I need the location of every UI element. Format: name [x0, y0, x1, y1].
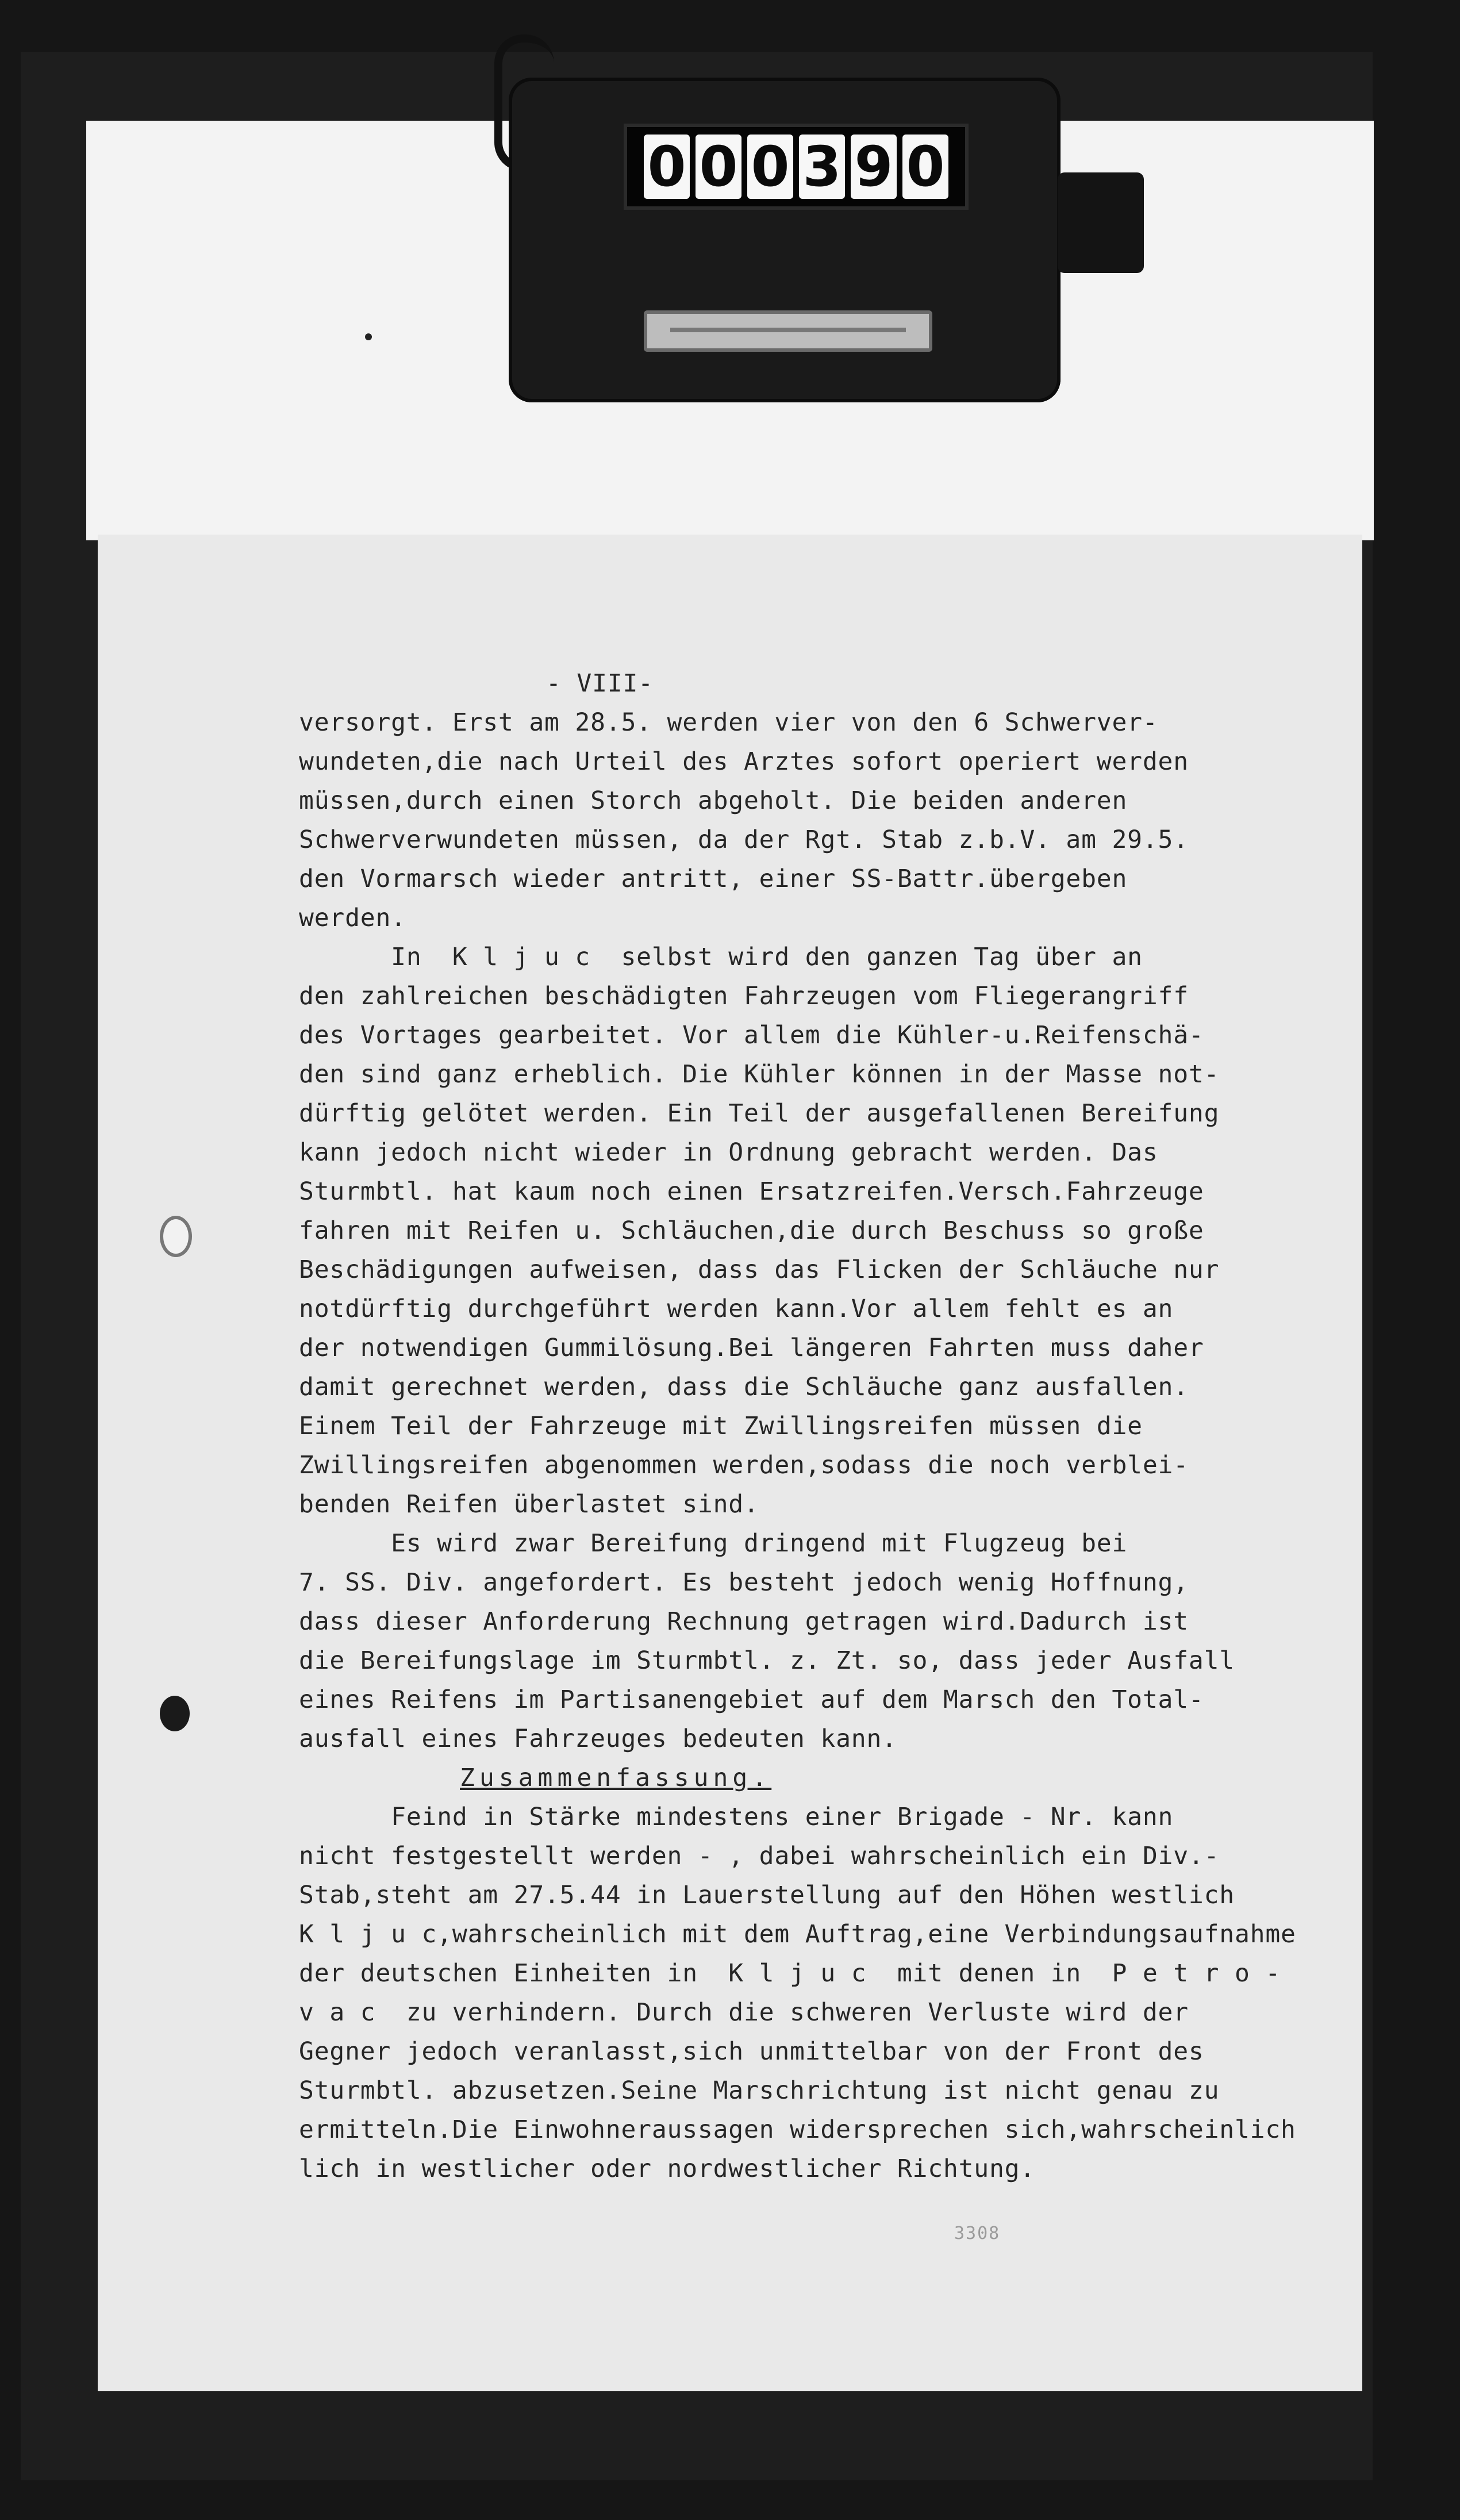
- text-line: dürftig gelötet werden. Ein Teil der ausgefallenen Bereifung: [299, 1099, 1220, 1128]
- document-body: [299, 664, 1357, 2188]
- text-line: müssen,durch einen Storch abgeholt. Die beiden anderen: [299, 786, 1128, 815]
- body-paragraphs: [299, 703, 1357, 1758]
- counter-digit: 9: [851, 135, 897, 199]
- text-line: K l j u c,wahrscheinlich mit dem Auftrag,eine Verbindungsaufnahme: [299, 1920, 1296, 1949]
- mark-dot: [365, 333, 372, 340]
- page-number: - VIII-: [546, 669, 654, 698]
- counter-digit: 0: [644, 135, 690, 199]
- section-heading: Zusammenfassung.: [460, 1764, 772, 1792]
- counter-label-plate: [644, 310, 932, 352]
- text-line: die Bereifungslage im Sturmbtl. z. Zt. so, dass jeder Ausfall: [299, 1646, 1235, 1675]
- text-line: benden Reifen überlastet sind.: [299, 1490, 759, 1519]
- summary-paragraphs: [299, 1797, 1357, 2188]
- text-line: damit gerechnet werden, dass die Schläuche ganz ausfallen.: [299, 1373, 1189, 1401]
- text-line: Beschädigungen aufweisen, dass das Flicken der Schläuche nur: [299, 1255, 1220, 1284]
- text-line: Stab,steht am 27.5.44 in Lauerstellung auf den Höhen westlich: [299, 1881, 1235, 1910]
- text-line: 7. SS. Div. angefordert. Es besteht jedoch wenig Hoffnung,: [299, 1568, 1189, 1597]
- text-line: den zahlreichen beschädigten Fahrzeugen vom Fliegerangriff: [299, 982, 1189, 1011]
- text-line: v a c zu verhindern. Durch die schweren Verluste wird der: [299, 1998, 1189, 2027]
- counter-digit: 0: [902, 135, 948, 199]
- text-line: fahren mit Reifen u. Schläuchen,die durch Beschuss so große: [299, 1216, 1204, 1245]
- punch-hole-icon: [160, 1216, 192, 1257]
- faded-stamp: 3308: [954, 2223, 1001, 2244]
- text-line: Sturmbtl. hat kaum noch einen Ersatzreifen.Versch.Fahrzeuge: [299, 1177, 1204, 1206]
- text-line: lich in westlicher oder nordwestlicher Richtung.: [299, 2154, 1036, 2183]
- text-line: Sturmbtl. abzusetzen.Seine Marschrichtung ist nicht genau zu: [299, 2076, 1220, 2105]
- text-line: wundeten,die nach Urteil des Arztes sofort operiert werden: [299, 747, 1189, 776]
- text-line: Zwillingsreifen abgenommen werden,sodass die noch verblei-: [299, 1451, 1189, 1480]
- punch-hole-icon: [160, 1696, 190, 1731]
- text-line: nicht festgestellt werden - , dabei wahrscheinlich ein Div.-: [299, 1842, 1220, 1870]
- text-line: den Vormarsch wieder antritt, einer SS-Battr.übergeben: [299, 865, 1128, 893]
- text-line: dass dieser Anforderung Rechnung getragen wird.Dadurch ist: [299, 1607, 1189, 1636]
- counter-knob: [1058, 172, 1144, 273]
- text-line: Schwerverwundeten müssen, da der Rgt. Stab z.b.V. am 29.5.: [299, 825, 1189, 854]
- counter-digit: 0: [696, 135, 741, 199]
- text-line: Gegner jedoch veranlasst,sich unmittelbar von der Front des: [299, 2037, 1204, 2066]
- text-line: kann jedoch nicht wieder in Ordnung gebracht werden. Das: [299, 1138, 1158, 1167]
- text-line: der notwendigen Gummilösung.Bei längeren Fahrten muss daher: [299, 1334, 1204, 1362]
- counter-window: [624, 124, 969, 210]
- text-line: versorgt. Erst am 28.5. werden vier von den 6 Schwerver-: [299, 708, 1158, 737]
- text-line: der deutschen Einheiten in K l j u c mit denen in P e t r o -: [299, 1959, 1281, 1988]
- text-line: notdürftig durchgeführt werden kann.Vor allem fehlt es an: [299, 1294, 1174, 1323]
- text-line: eines Reifens im Partisanengebiet auf dem Marsch den Total-: [299, 1685, 1204, 1714]
- text-line: den sind ganz erheblich. Die Kühler können in der Masse not-: [299, 1060, 1220, 1089]
- text-line: Es wird zwar Bereifung dringend mit Flugzeug bei: [299, 1529, 1128, 1558]
- text-line: werden.: [299, 904, 406, 932]
- text-line: des Vortages gearbeitet. Vor allem die Kühler-u.Reifenschä-: [299, 1021, 1204, 1050]
- text-line: In K l j u c selbst wird den ganzen Tag über an: [299, 943, 1143, 971]
- counter-digit: 3: [799, 135, 845, 199]
- text-line: ausfall eines Fahrzeuges bedeuten kann.: [299, 1724, 897, 1753]
- text-line: Feind in Stärke mindestens einer Brigade - Nr. kann: [299, 1803, 1174, 1831]
- text-line: Einem Teil der Fahrzeuge mit Zwillingsreifen müssen die: [299, 1412, 1143, 1440]
- counter-digit: 0: [747, 135, 793, 199]
- text-line: ermitteln.Die Einwohneraussagen widersprechen sich,wahrscheinlich: [299, 2115, 1296, 2144]
